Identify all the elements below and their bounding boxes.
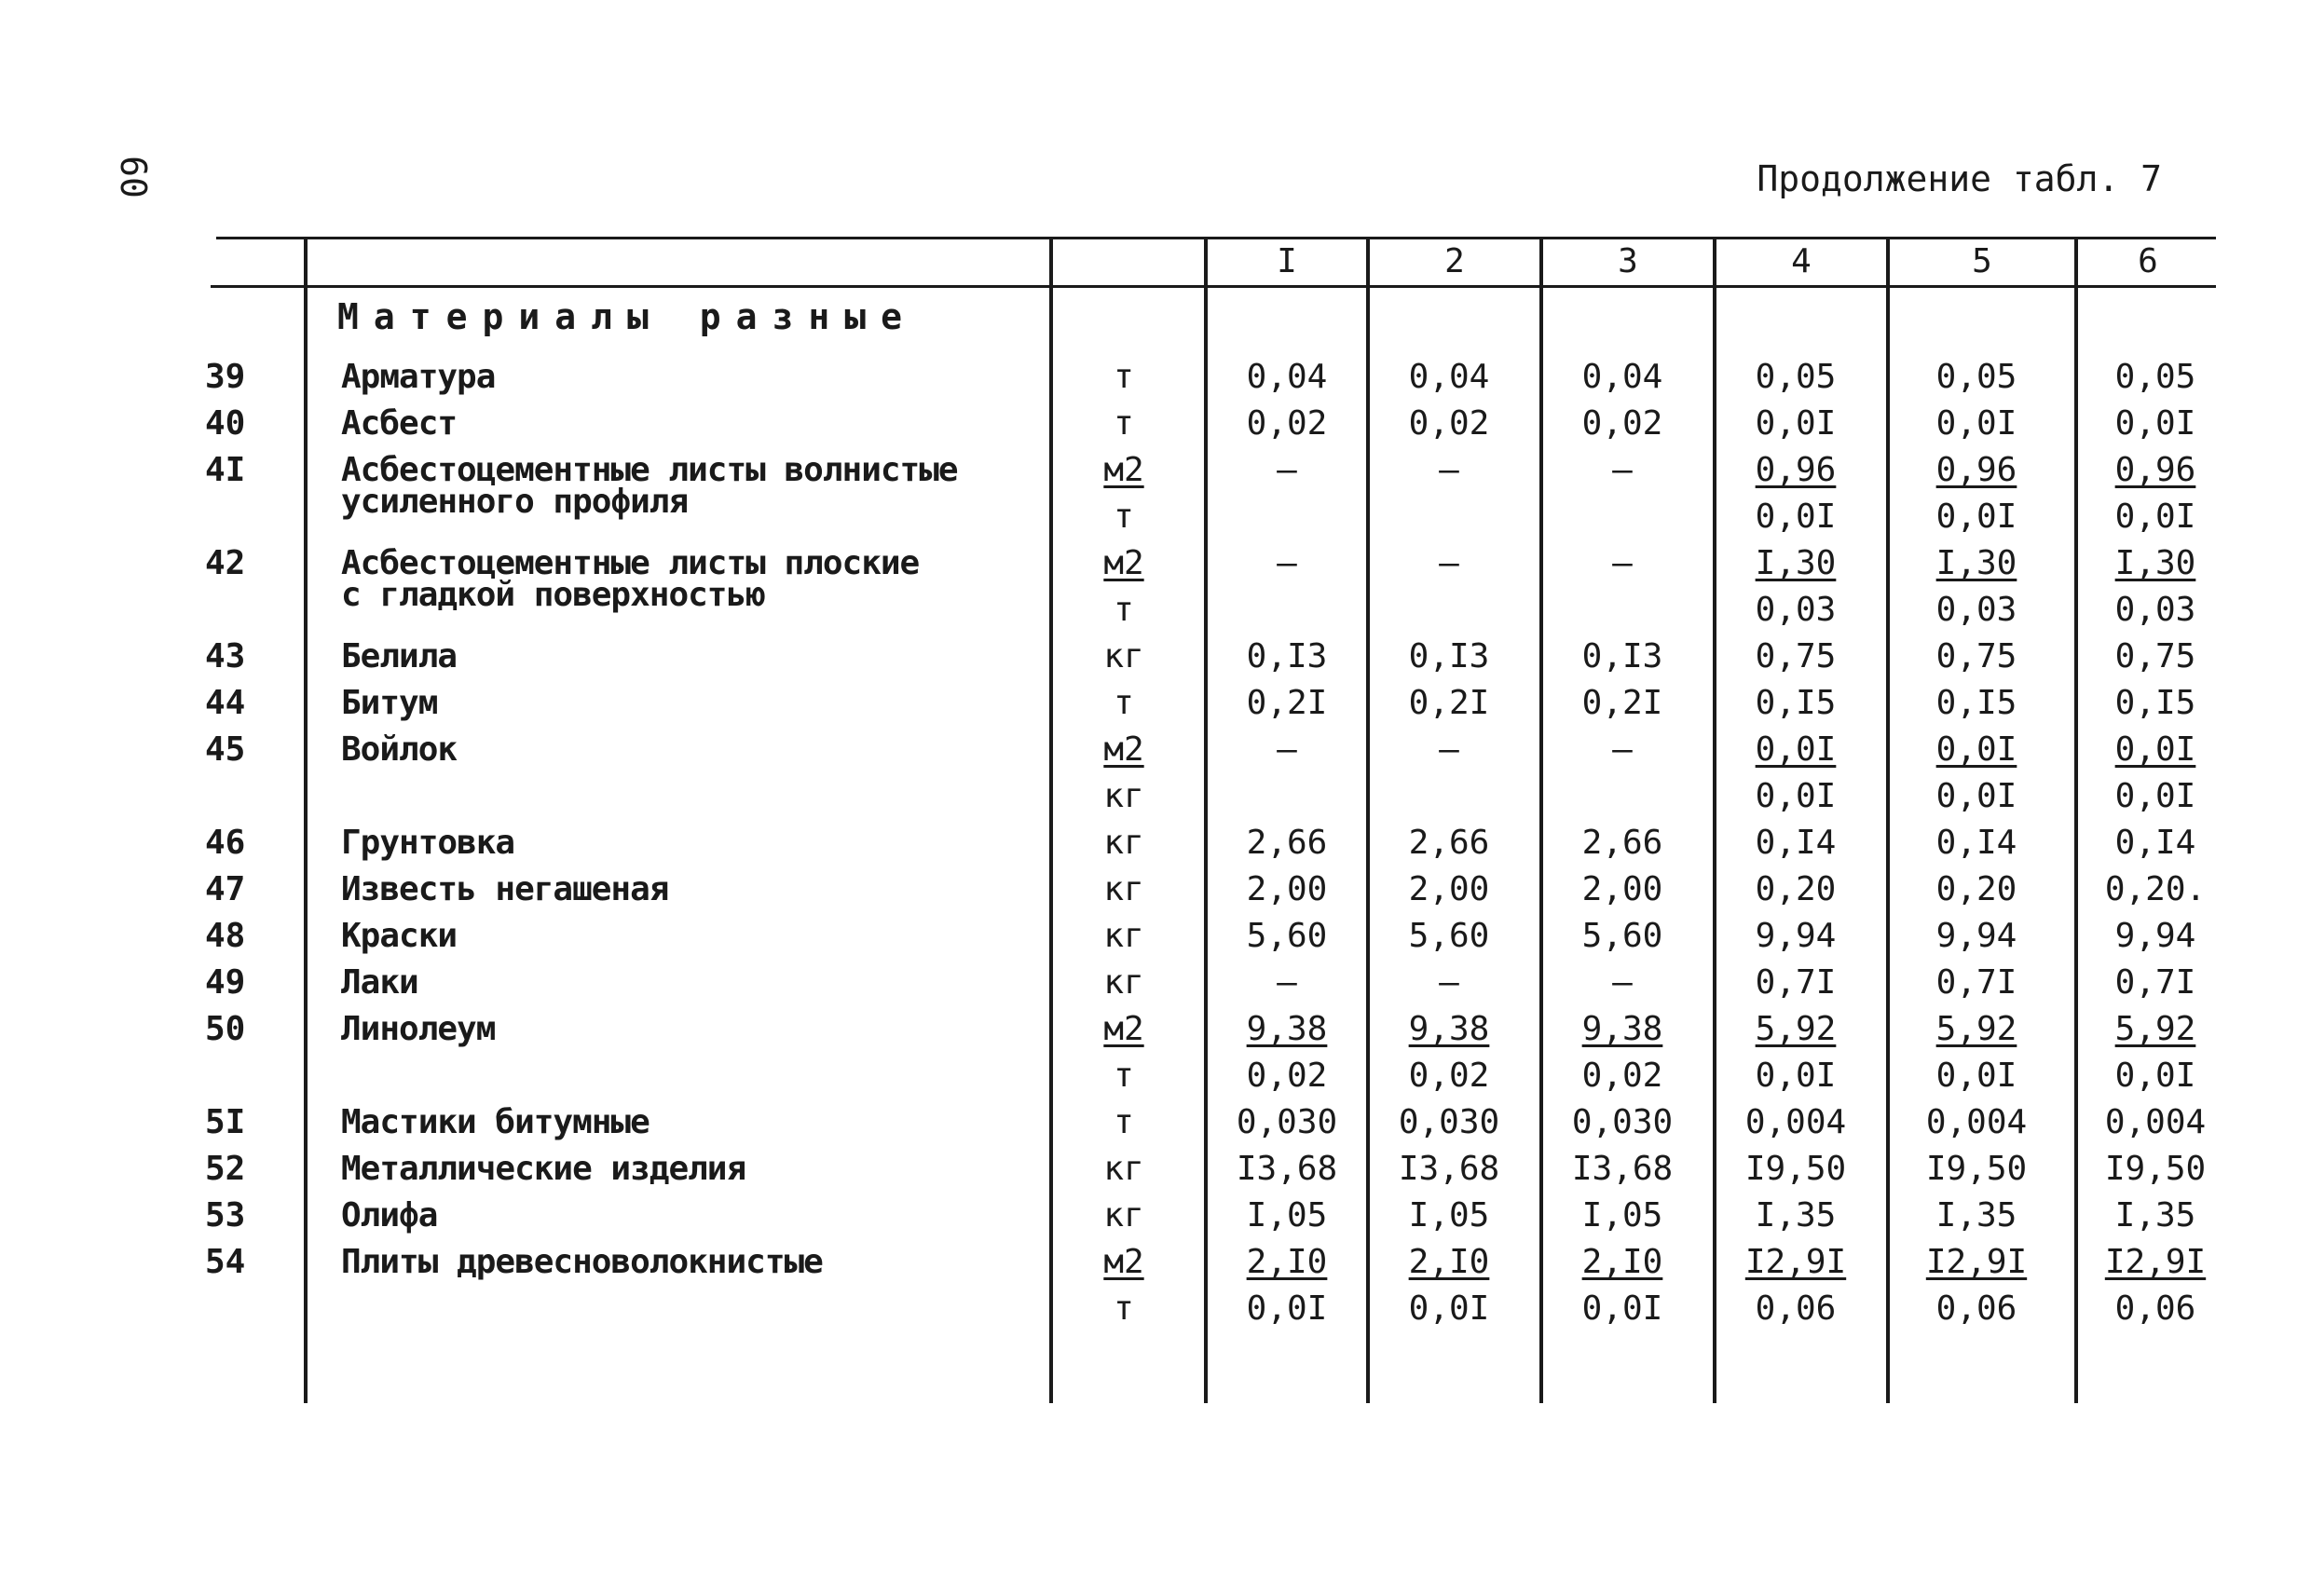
column-header: I [1277, 242, 1297, 280]
row-number: 49 [205, 963, 246, 1002]
value-cell: 2,66 [1581, 824, 1663, 862]
value-cell: I,30 [2114, 544, 2196, 582]
value-cell: 0,0I [1755, 1057, 1837, 1095]
material-name: Арматура [341, 358, 496, 396]
value-cell: 0,0I [1755, 498, 1837, 536]
value-cell: 0,7I [1755, 963, 1837, 1002]
value-cell: 9,38 [1581, 1010, 1663, 1048]
unit: т [1114, 358, 1134, 396]
value-cell: 0,0I [2114, 1057, 2196, 1095]
value-cell: 0,05 [1755, 358, 1837, 396]
unit: т [1114, 498, 1134, 536]
value-cell: 2,00 [1581, 870, 1663, 908]
value-cell: 0,04 [1246, 358, 1328, 396]
row-number: 52 [205, 1150, 246, 1188]
material-name-cont: усиленного профиля [341, 483, 689, 521]
material-name: Краски [341, 917, 458, 955]
table-row [0, 1196, 2311, 1243]
value-cell: I3,68 [1398, 1150, 1500, 1188]
material-name: Линолеум [341, 1010, 496, 1048]
unit: т [1114, 404, 1134, 443]
value-cell: I2,9I [1744, 1243, 1847, 1281]
row-number: 4I [205, 451, 246, 489]
table-row [0, 1243, 2311, 1289]
unit: кг [1103, 1196, 1144, 1235]
unit: т [1114, 1057, 1134, 1095]
table-row [0, 824, 2311, 870]
column-header: 3 [1618, 242, 1638, 280]
section-title: Материалы разные [337, 296, 918, 337]
unit: кг [1103, 917, 1144, 955]
unit: м2 [1103, 544, 1144, 582]
row-number: 47 [205, 870, 246, 908]
value-cell: 0,02 [1408, 1057, 1490, 1095]
value-cell: – [1439, 730, 1459, 769]
value-cell: – [1439, 963, 1459, 1002]
value-cell: 0,02 [1581, 1057, 1663, 1095]
value-cell: I3,68 [1236, 1150, 1338, 1188]
value-cell: 0,02 [1246, 404, 1328, 443]
row-number: 45 [205, 730, 246, 769]
value-cell: 0,0I [1935, 730, 2017, 769]
value-cell: 0,I5 [1755, 684, 1837, 722]
value-cell: 0,7I [1935, 963, 2017, 1002]
table-row [0, 730, 2311, 777]
value-cell: 9,94 [1935, 917, 2017, 955]
value-cell: 5,92 [1935, 1010, 2017, 1048]
unit: кг [1103, 777, 1144, 815]
value-cell: 0,0I [1755, 404, 1837, 443]
value-cell: – [1277, 963, 1297, 1002]
value-cell: I2,9I [2104, 1243, 2207, 1281]
value-cell: I9,50 [1925, 1150, 2028, 1188]
unit: м2 [1103, 1243, 1144, 1281]
value-cell: 0,0I [2114, 498, 2196, 536]
row-number: 54 [205, 1243, 246, 1281]
value-cell: 0,0I [1755, 777, 1837, 815]
table-row [0, 358, 2311, 404]
material-name: Мастики битумные [341, 1103, 650, 1141]
table-row [0, 777, 2311, 824]
column-header: 6 [2138, 242, 2158, 280]
material-name: Белила [341, 637, 458, 675]
value-cell: 0,04 [1581, 358, 1663, 396]
value-cell: 0,06 [2114, 1289, 2196, 1328]
value-cell: 0,20. [2104, 870, 2207, 908]
table-row [0, 1057, 2311, 1103]
material-name: Плиты древесноволокнистые [341, 1243, 823, 1281]
value-cell: I,35 [1755, 1196, 1837, 1235]
value-cell: 0,0I [2114, 404, 2196, 443]
table-row [0, 1289, 2311, 1336]
value-cell: 0,02 [1246, 1057, 1328, 1095]
value-cell: 0,I5 [1935, 684, 2017, 722]
value-cell: 0,0I [1581, 1289, 1663, 1328]
row-number: 42 [205, 544, 246, 582]
value-cell: – [1277, 730, 1297, 769]
value-cell: I3,68 [1571, 1150, 1674, 1188]
row-number: 50 [205, 1010, 246, 1048]
value-cell: 0,I4 [1755, 824, 1837, 862]
unit: кг [1103, 1150, 1144, 1188]
value-cell: 0,7I [2114, 963, 2196, 1002]
unit: кг [1103, 963, 1144, 1002]
value-cell: 0,2I [1408, 684, 1490, 722]
value-cell: 0,0I [1935, 404, 2017, 443]
value-cell: 0,0I [1246, 1289, 1328, 1328]
unit: кг [1103, 637, 1144, 675]
value-cell: I9,50 [2104, 1150, 2207, 1188]
material-name-cont: с гладкой поверхностью [341, 576, 765, 614]
value-cell: 0,03 [1755, 591, 1837, 629]
material-name: Известь негашеная [341, 870, 669, 908]
column-header: 2 [1444, 242, 1465, 280]
unit: кг [1103, 870, 1144, 908]
table-row [0, 1103, 2311, 1150]
value-cell: 0,I4 [1935, 824, 2017, 862]
value-cell: 0,030 [1398, 1103, 1500, 1141]
row-number: 43 [205, 637, 246, 675]
value-cell: – [1612, 451, 1633, 489]
row-number: 46 [205, 824, 246, 862]
table-row [0, 637, 2311, 684]
table-row [0, 498, 2311, 544]
table-row [0, 963, 2311, 1010]
value-cell: – [1612, 544, 1633, 582]
value-cell: – [1439, 544, 1459, 582]
material-name: Асбест [341, 404, 458, 443]
unit: т [1114, 684, 1134, 722]
value-cell: 0,05 [1935, 358, 2017, 396]
material-name: Асбестоцементные листы волнистые [341, 451, 958, 489]
unit: т [1114, 1289, 1134, 1328]
value-cell: 0,I3 [1581, 637, 1663, 675]
value-cell: 0,0I [1935, 1057, 2017, 1095]
value-cell: 5,92 [1755, 1010, 1837, 1048]
value-cell: 0,96 [1755, 451, 1837, 489]
value-cell: 0,75 [1755, 637, 1837, 675]
value-cell: 0,06 [1935, 1289, 2017, 1328]
value-cell: 0,I4 [2114, 824, 2196, 862]
value-cell: I,05 [1581, 1196, 1663, 1235]
value-cell: 0,03 [1935, 591, 2017, 629]
value-cell: 0,0I [2114, 730, 2196, 769]
unit: т [1114, 591, 1134, 629]
value-cell: 0,004 [1744, 1103, 1847, 1141]
row-number: 40 [205, 404, 246, 443]
unit: м2 [1103, 451, 1144, 489]
value-cell: I,05 [1408, 1196, 1490, 1235]
value-cell: 0,004 [2104, 1103, 2207, 1141]
value-cell: 0,06 [1755, 1289, 1837, 1328]
value-cell: I9,50 [1744, 1150, 1847, 1188]
value-cell: 0,0I [1935, 777, 2017, 815]
value-cell: I,30 [1755, 544, 1837, 582]
value-cell: 2,66 [1408, 824, 1490, 862]
value-cell: 0,05 [2114, 358, 2196, 396]
value-cell: 0,03 [2114, 591, 2196, 629]
header-rule [211, 285, 2216, 288]
value-cell: 0,0I [1935, 498, 2017, 536]
table-row [0, 1010, 2311, 1057]
value-cell: 0,75 [2114, 637, 2196, 675]
table-row [0, 684, 2311, 730]
value-cell: 0,0I [1408, 1289, 1490, 1328]
value-cell: – [1612, 963, 1633, 1002]
value-cell: 5,92 [2114, 1010, 2196, 1048]
material-name: Асбестоцементные листы плоские [341, 544, 920, 582]
value-cell: 0,2I [1581, 684, 1663, 722]
value-cell: I,05 [1246, 1196, 1328, 1235]
table-row [0, 1150, 2311, 1196]
value-cell: 0,0I [2114, 777, 2196, 815]
unit: м2 [1103, 1010, 1144, 1048]
value-cell: 5,60 [1581, 917, 1663, 955]
value-cell: 2,I0 [1581, 1243, 1663, 1281]
table-row [0, 591, 2311, 637]
value-cell: 9,38 [1408, 1010, 1490, 1048]
table-row [0, 917, 2311, 963]
value-cell: 0,96 [1935, 451, 2017, 489]
value-cell: 0,I3 [1408, 637, 1490, 675]
material-name: Битум [341, 684, 438, 722]
value-cell: I2,9I [1925, 1243, 2028, 1281]
unit: м2 [1103, 730, 1144, 769]
value-cell: I,35 [2114, 1196, 2196, 1235]
table-row [0, 404, 2311, 451]
value-cell: 0,02 [1408, 404, 1490, 443]
unit: кг [1103, 824, 1144, 862]
value-cell: 0,0I [1755, 730, 1837, 769]
value-cell: 5,60 [1246, 917, 1328, 955]
column-header: 4 [1791, 242, 1812, 280]
value-cell: 0,I5 [2114, 684, 2196, 722]
row-number: 44 [205, 684, 246, 722]
value-cell: 5,60 [1408, 917, 1490, 955]
unit: т [1114, 1103, 1134, 1141]
row-number: 39 [205, 358, 246, 396]
row-number: 5I [205, 1103, 246, 1141]
value-cell: – [1439, 451, 1459, 489]
value-cell: 0,02 [1581, 404, 1663, 443]
value-cell: 2,66 [1246, 824, 1328, 862]
value-cell: 0,I3 [1246, 637, 1328, 675]
table-row [0, 870, 2311, 917]
value-cell: – [1612, 730, 1633, 769]
value-cell: I,35 [1935, 1196, 2017, 1235]
value-cell: 0,20 [1755, 870, 1837, 908]
value-cell: 2,00 [1246, 870, 1328, 908]
material-name: Войлок [341, 730, 458, 769]
column-header: 5 [1972, 242, 1992, 280]
material-name: Грунтовка [341, 824, 515, 862]
value-cell: 2,I0 [1246, 1243, 1328, 1281]
value-cell: – [1277, 451, 1297, 489]
value-cell: 0,75 [1935, 637, 2017, 675]
value-cell: 0,20 [1935, 870, 2017, 908]
material-name: Металлические изделия [341, 1150, 746, 1188]
value-cell: 0,030 [1236, 1103, 1338, 1141]
value-cell: 0,030 [1571, 1103, 1674, 1141]
material-name: Олифа [341, 1196, 438, 1235]
value-cell: 0,96 [2114, 451, 2196, 489]
value-cell: 9,38 [1246, 1010, 1328, 1048]
page-number: 60 [112, 156, 154, 198]
value-cell: 0,004 [1925, 1103, 2028, 1141]
value-cell: 9,94 [1755, 917, 1837, 955]
value-cell: 0,2I [1246, 684, 1328, 722]
material-name: Лаки [341, 963, 418, 1002]
row-number: 53 [205, 1196, 246, 1235]
row-number: 48 [205, 917, 246, 955]
top-rule [216, 237, 2216, 239]
value-cell: 0,04 [1408, 358, 1490, 396]
value-cell: 2,I0 [1408, 1243, 1490, 1281]
value-cell: – [1277, 544, 1297, 582]
value-cell: I,30 [1935, 544, 2017, 582]
table-caption: Продолжение табл. 7 [1757, 158, 2162, 199]
value-cell: 2,00 [1408, 870, 1490, 908]
value-cell: 9,94 [2114, 917, 2196, 955]
